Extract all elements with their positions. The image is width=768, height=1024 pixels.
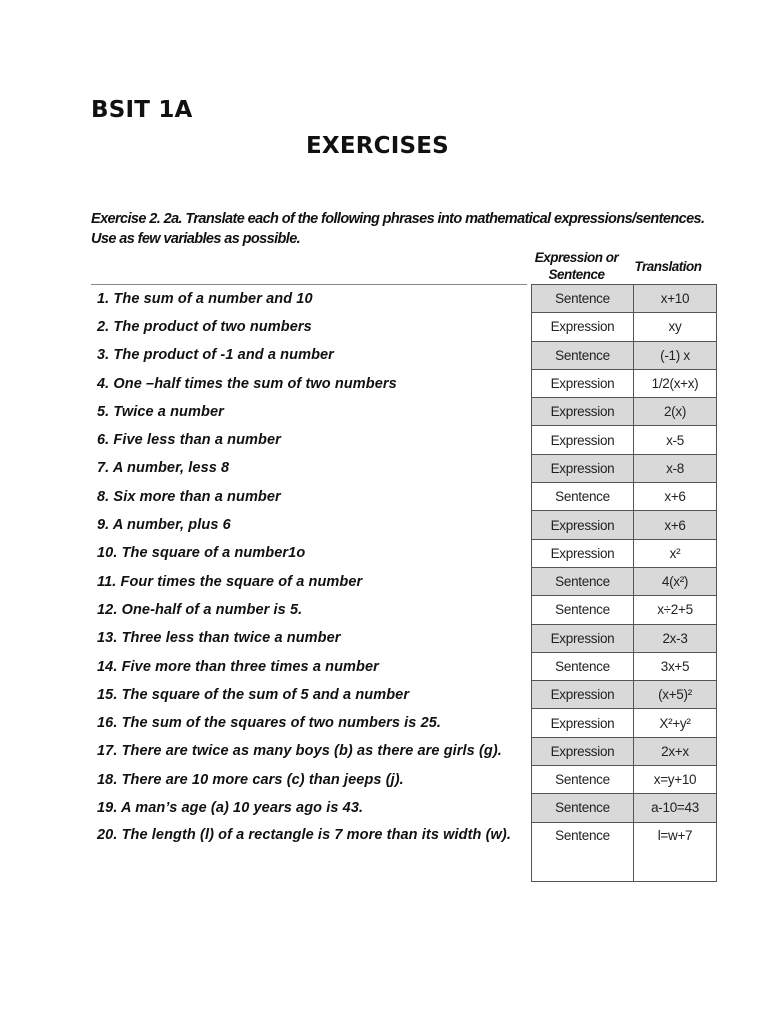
- exercise-item: 1. The sum of a number and 10: [97, 290, 313, 307]
- column-header-type: Expression or Sentence: [534, 250, 619, 282]
- class-heading: BSIT 1A: [91, 97, 193, 123]
- table-row: [91, 567, 717, 595]
- table-row: [91, 652, 717, 680]
- translation-cell: 2x+x: [634, 737, 717, 765]
- exercise-item: 4. One –half times the sum of two numbers: [97, 375, 397, 392]
- instructions: [91, 209, 711, 249]
- table-row: [91, 369, 717, 397]
- table-row: [91, 426, 717, 454]
- table-row: [91, 624, 717, 652]
- type-cell: Sentence: [532, 652, 634, 680]
- exercise-item: 18. There are 10 more cars (c) than jeeps (j).: [97, 771, 404, 788]
- translation-cell: 1/2(x+x): [634, 369, 717, 397]
- exercise-item: 2. The product of two numbers: [97, 318, 312, 335]
- type-cell: Sentence: [532, 596, 634, 624]
- table-row: [91, 454, 717, 482]
- translation-cell: X²+y²: [634, 709, 717, 737]
- exercise-table-body: [91, 285, 717, 882]
- exercise-item: 20. The length (l) of a rectangle is 7 more than its width (w).: [97, 827, 511, 844]
- column-header-translation: Translation: [634, 259, 702, 274]
- translation-cell: x+6: [634, 483, 717, 511]
- translation-cell: (x+5)²: [634, 681, 717, 709]
- translation-cell: x÷2+5: [634, 596, 717, 624]
- exercise-item: 9. A number, plus 6: [97, 517, 231, 534]
- type-cell: Sentence: [532, 766, 634, 794]
- exercise-item: 11. Four times the square of a number: [97, 573, 363, 590]
- table-row: [91, 341, 717, 369]
- exercise-item: 17. There are twice as many boys (b) as there are girls (g).: [97, 743, 502, 760]
- type-cell: Sentence: [532, 567, 634, 595]
- exercise-item: 3. The product of -1 and a number: [97, 347, 334, 364]
- table-row: [91, 596, 717, 624]
- table-row: [91, 822, 717, 881]
- exercise-item: 10. The square of a number1o: [97, 545, 306, 562]
- translation-cell: 3x+5: [634, 652, 717, 680]
- table-row: [91, 737, 717, 765]
- type-cell: Expression: [532, 398, 634, 426]
- exercise-item: 8. Six more than a number: [97, 488, 281, 505]
- table-row: [91, 398, 717, 426]
- type-cell: Expression: [532, 709, 634, 737]
- translation-cell: 2(x): [634, 398, 717, 426]
- translation-cell: xy: [634, 313, 717, 341]
- translation-cell: a-10=43: [634, 794, 717, 822]
- exercise-item: 15. The square of the sum of 5 and a number: [97, 686, 410, 703]
- table-row: [91, 285, 717, 313]
- table-row: [91, 511, 717, 539]
- type-cell: Sentence: [532, 822, 634, 881]
- table-row: [91, 483, 717, 511]
- table-row: [91, 539, 717, 567]
- type-cell: Expression: [532, 737, 634, 765]
- type-cell: Expression: [532, 681, 634, 709]
- table-row: [91, 766, 717, 794]
- table-row: [91, 313, 717, 341]
- translation-cell: l=w+7: [634, 822, 717, 881]
- type-cell: Sentence: [532, 285, 634, 313]
- table-row: [91, 709, 717, 737]
- exercise-item: 5. Twice a number: [97, 403, 224, 420]
- type-cell: Expression: [532, 539, 634, 567]
- translation-cell: x²: [634, 539, 717, 567]
- exercise-item: 13. Three less than twice a number: [97, 630, 341, 647]
- instructions-line-2: Use as few variables as possible.: [91, 231, 301, 247]
- translation-cell: x+6: [634, 511, 717, 539]
- type-cell: Sentence: [532, 794, 634, 822]
- exercise-table: [91, 284, 717, 882]
- type-cell: Sentence: [532, 341, 634, 369]
- exercise-item: 14. Five more than three times a number: [97, 658, 379, 675]
- type-cell: Expression: [532, 369, 634, 397]
- exercise-item: 19. A man’s age (a) 10 years ago is 43.: [97, 799, 364, 816]
- exercise-item: 12. One-half of a number is 5.: [97, 601, 303, 618]
- type-cell: Sentence: [532, 483, 634, 511]
- type-cell: Expression: [532, 624, 634, 652]
- translation-cell: 4(x²): [634, 567, 717, 595]
- exercise-item: 7. A number, less 8: [97, 460, 230, 477]
- exercise-item: 16. The sum of the squares of two numbers is 25.: [97, 715, 442, 732]
- type-cell: Expression: [532, 313, 634, 341]
- translation-cell: 2x-3: [634, 624, 717, 652]
- page-title: EXERCISES: [306, 133, 449, 159]
- translation-cell: x+10: [634, 285, 717, 313]
- translation-cell: (-1) x: [634, 341, 717, 369]
- translation-cell: x-5: [634, 426, 717, 454]
- type-cell: Expression: [532, 426, 634, 454]
- exercise-item: 6. Five less than a number: [97, 432, 281, 449]
- table-row: [91, 681, 717, 709]
- table-row: [91, 794, 717, 822]
- translation-cell: x=y+10: [634, 766, 717, 794]
- instructions-line-1: Exercise 2. 2a. Translate each of the following phrases into mathematical expressions/sentences.: [91, 211, 705, 227]
- type-cell: Expression: [532, 454, 634, 482]
- type-cell: Expression: [532, 511, 634, 539]
- translation-cell: x-8: [634, 454, 717, 482]
